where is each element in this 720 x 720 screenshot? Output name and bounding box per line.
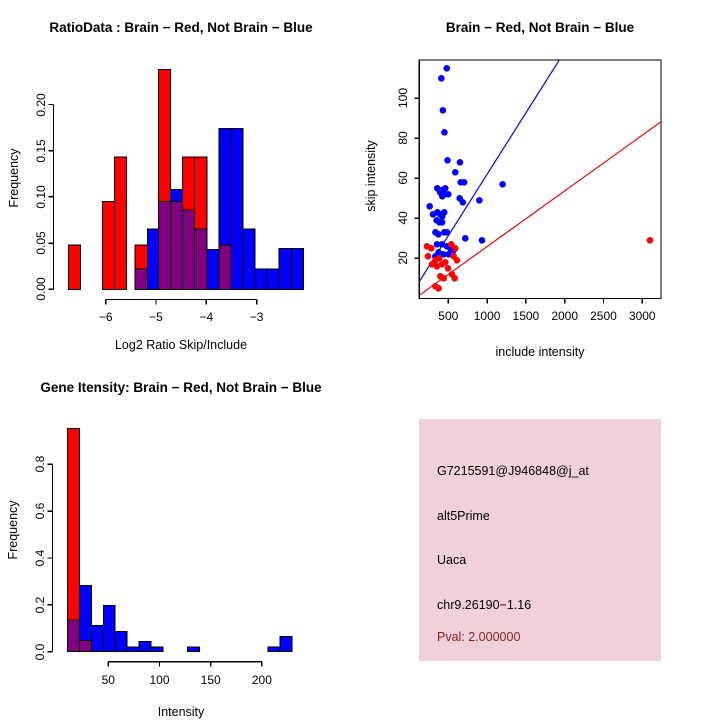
y-tick-label: 0.10 — [34, 185, 48, 209]
probe-id-text: G7215591@J946848@j_at — [437, 464, 589, 478]
histogram-bar — [195, 157, 207, 229]
y-tick-label: 0.4 — [33, 549, 47, 567]
blue-data-point — [426, 203, 433, 210]
histogram-bar — [115, 631, 127, 651]
y-tick-label: 40 — [396, 211, 410, 225]
scatter-title: Brain − Red, Not Brain − Blue — [445, 20, 635, 35]
red-data-point — [454, 257, 461, 264]
red-data-point — [436, 255, 443, 262]
histogram-bar — [279, 249, 291, 290]
red-data-point — [445, 265, 452, 272]
blue-data-point — [439, 219, 446, 226]
histogram-bar — [291, 249, 303, 290]
histogram-bar — [79, 585, 91, 640]
blue-data-point — [439, 193, 446, 200]
blue-data-point — [444, 157, 451, 164]
y-tick-label: 0.0 — [33, 643, 47, 661]
histogram-bar — [114, 157, 126, 289]
histogram-bar — [280, 637, 292, 652]
gene-intensity-ylabel: Frequency — [6, 500, 20, 560]
blue-data-point — [459, 199, 466, 206]
histogram-bar-overlap — [79, 640, 91, 651]
x-tick-label: 150 — [200, 673, 221, 687]
y-tick-label: 0.20 — [34, 92, 48, 117]
x-tick-label: 2000 — [551, 309, 579, 323]
histogram-bar — [68, 429, 80, 620]
histogram-bar-overlap — [171, 202, 183, 290]
blue-data-point — [461, 179, 468, 186]
histogram-bar — [103, 605, 115, 651]
histogram-bar — [171, 190, 183, 202]
histogram-bar — [151, 647, 163, 652]
histogram-bar — [243, 229, 255, 289]
y-tick-label: 0.2 — [33, 596, 47, 614]
histogram-bar — [127, 647, 139, 652]
y-tick-label: 0.05 — [34, 231, 48, 255]
y-tick-label: 0.6 — [33, 502, 47, 520]
gene-name-text: Uaca — [437, 553, 467, 567]
blue-data-point — [445, 191, 452, 198]
blue-data-point — [440, 107, 447, 114]
x-tick-label: 3000 — [628, 309, 656, 323]
blue-data-point — [457, 159, 464, 166]
blue-data-point — [452, 169, 459, 176]
histogram-bar — [183, 157, 195, 210]
y-tick-label: 0.8 — [33, 455, 47, 473]
histogram-bar — [188, 647, 200, 652]
blue-data-point — [441, 209, 448, 216]
ratio-histogram-title: RatioData : Brain − Red, Not Brain − Blue — [49, 20, 313, 35]
histogram-bar-overlap — [135, 269, 148, 289]
y-tick-label: 20 — [396, 251, 410, 265]
x-tick-label: 100 — [149, 673, 170, 687]
red-data-point — [442, 259, 449, 266]
x-tick-label: −3 — [249, 310, 264, 324]
blue-data-point — [441, 129, 448, 136]
x-tick-label: 50 — [101, 673, 115, 687]
red-data-point — [452, 245, 459, 252]
blue-data-point — [499, 181, 506, 188]
histogram-bar-overlap — [183, 210, 195, 289]
pval-text: Pval: 2.000000 — [437, 630, 521, 644]
blue-data-point — [476, 197, 483, 204]
histogram-bar — [207, 250, 219, 290]
histogram-bar-overlap — [68, 620, 80, 652]
info-panel — [419, 419, 661, 661]
x-tick-label: −6 — [98, 310, 113, 324]
histogram-bar — [267, 269, 279, 289]
histogram-bar — [219, 129, 231, 245]
scatter-ylabel: skip intensity — [364, 140, 378, 212]
scatter-xlabel: include intensity — [495, 345, 585, 359]
ratio-histogram-ylabel: Frequency — [7, 148, 21, 208]
chromosome-text: chr9.26190−1.16 — [437, 598, 532, 612]
red-data-point — [451, 275, 458, 282]
histogram-bar — [147, 229, 158, 289]
red-data-point — [440, 275, 447, 282]
x-tick-label: −4 — [199, 310, 214, 324]
blue-data-point — [479, 237, 486, 244]
red-data-point — [435, 285, 442, 292]
red-data-point — [428, 245, 435, 252]
histogram-bar — [255, 269, 267, 289]
histogram-bar — [135, 245, 148, 269]
blue-data-point — [444, 229, 451, 236]
blue-data-point — [438, 75, 445, 82]
y-tick-label: 0.15 — [34, 139, 48, 163]
histogram-bar — [68, 245, 80, 289]
gene-intensity-xlabel: Intensity — [157, 705, 205, 719]
blue-regression-line — [419, 60, 559, 282]
y-tick-label: 60 — [396, 171, 410, 185]
splice-type-text: alt5Prime — [437, 509, 490, 523]
histogram-bar-overlap — [159, 202, 171, 290]
x-tick-label: 200 — [251, 673, 272, 687]
red-data-point — [425, 253, 432, 260]
red-data-point — [647, 237, 654, 244]
histogram-bar — [139, 642, 151, 652]
gene-intensity-title: Gene Itensity: Brain − Red, Not Brain − Blue — [40, 380, 322, 395]
histogram-bar-overlap — [219, 245, 231, 289]
x-tick-label: −5 — [149, 310, 163, 324]
x-tick-label: 1500 — [512, 309, 540, 323]
x-tick-label: 500 — [438, 309, 459, 323]
y-tick-label: 0.00 — [34, 277, 48, 301]
histogram-bar — [91, 625, 103, 651]
y-tick-label: 80 — [396, 131, 410, 145]
blue-data-point — [443, 65, 450, 72]
histogram-bar — [159, 69, 171, 201]
histogram-bar — [268, 647, 280, 652]
red-regression-line — [419, 122, 661, 296]
blue-data-point — [462, 235, 469, 242]
histogram-bar-overlap — [195, 229, 207, 289]
histogram-bar — [231, 129, 243, 290]
x-tick-label: 1000 — [473, 309, 501, 323]
ratio-histogram-xlabel: Log2 Ratio Skip/Include — [114, 338, 248, 352]
blue-data-point — [435, 231, 442, 238]
y-tick-label: 100 — [396, 88, 410, 109]
x-tick-label: 2500 — [590, 309, 617, 323]
histogram-bar — [103, 202, 115, 290]
